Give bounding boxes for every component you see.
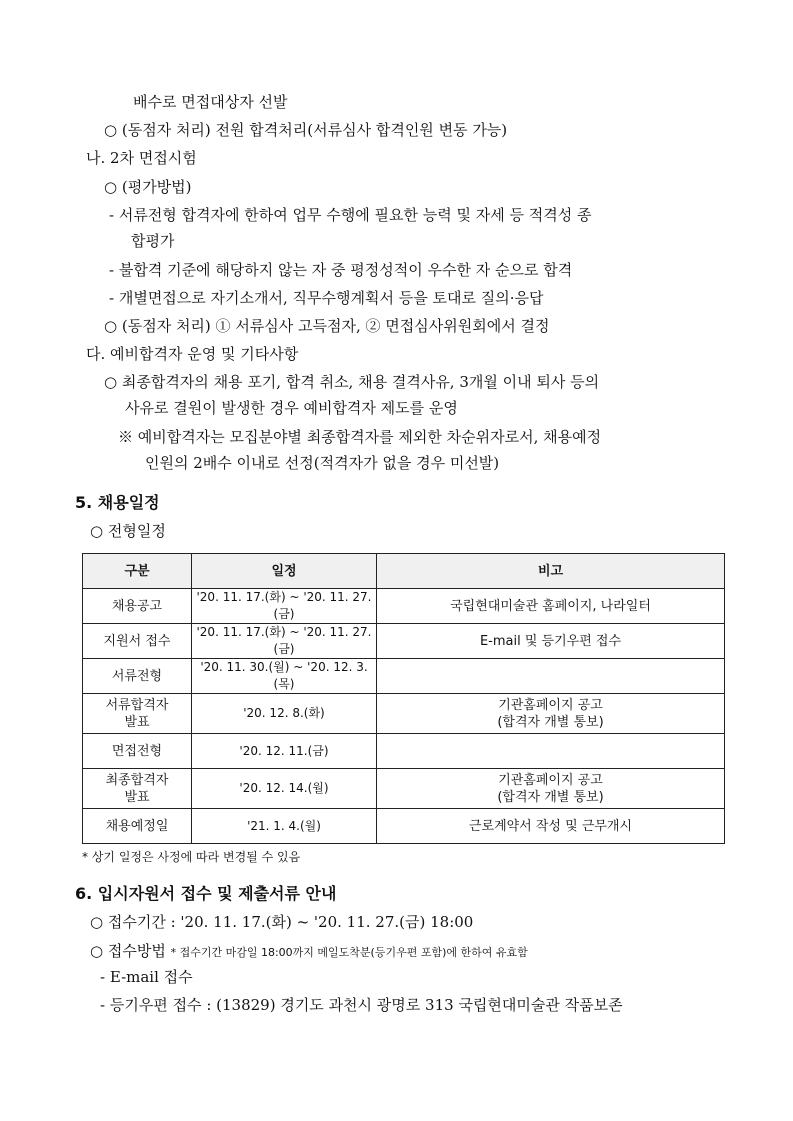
- body-line: - E-mail 접수: [100, 968, 193, 986]
- date-cell: '20. 11. 17.(화) ~ '20. 11. 27.(금): [192, 624, 377, 659]
- body-line: ○ (평가방법): [104, 178, 192, 196]
- header-cell: 구분: [83, 554, 192, 589]
- body-line: 사유로 결원이 발생한 경우 예비합격자 제도를 운영: [125, 399, 458, 417]
- note-line: 기관홈페이지 공고: [498, 697, 603, 713]
- body-line: ○ 최종합격자의 채용 포기, 합격 취소, 채용 결격사유, 3개월 이내 퇴사 등의: [104, 373, 600, 391]
- body-line: 인원의 2배수 이내로 선정(적격자가 없을 경우 미선발): [145, 454, 500, 472]
- stage-cell: [83, 769, 192, 809]
- body-line: - 개별면접으로 자기소개서, 직무수행계획서 등을 토대로 질의·응답: [109, 289, 544, 307]
- subsection-heading: 나. 2차 면접시험: [86, 149, 197, 167]
- note-cell: [377, 734, 725, 769]
- stage-label: 발표: [124, 714, 150, 730]
- header-cell: 일정: [192, 554, 377, 589]
- stage-cell: 지원서 접수: [83, 624, 192, 659]
- note-cell: [377, 769, 725, 809]
- subsection-heading: 다. 예비합격자 운영 및 기타사항: [86, 345, 299, 363]
- table-row: [83, 589, 725, 624]
- table-row: [83, 659, 725, 694]
- body-line: ○ (동점자 처리) ① 서류심사 고득점자, ② 면접심사위원회에서 결정: [104, 317, 550, 335]
- schedule-table: [82, 553, 725, 844]
- note-cell: 근로계약서 작성 및 근무개시: [377, 809, 725, 844]
- body-line: ※ 예비합격자는 모집분야별 최종합격자를 제외한 차순위자로서, 채용예정: [118, 428, 602, 446]
- method-note: * 접수기간 마감일 18:00까지 메일도착분(등기우편 포함)에 한하여 유효함: [170, 946, 528, 959]
- date-cell: '21. 1. 4.(월): [192, 809, 377, 844]
- stage-label: 발표: [124, 789, 150, 805]
- section-title: 5. 채용일정: [75, 493, 160, 512]
- note-line: (합격자 개별 통보): [497, 714, 604, 730]
- header-cell: 비고: [377, 554, 725, 589]
- stage-cell: 면접전형: [83, 734, 192, 769]
- date-cell: '20. 11. 30.(월) ~ '20. 12. 3.(목): [192, 659, 377, 694]
- table-row: [83, 734, 725, 769]
- body-line: - 서류전형 합격자에 한하여 업무 수행에 필요한 능력 및 자세 등 적격성 종: [109, 206, 592, 224]
- note-line: 기관홈페이지 공고: [498, 772, 603, 788]
- stage-label: 최종합격자: [105, 772, 169, 788]
- date-cell: '20. 12. 8.(화): [192, 694, 377, 734]
- body-line: ○ (동점자 처리) 전원 합격처리(서류심사 합격인원 변동 가능): [104, 121, 508, 139]
- stage-cell: [83, 694, 192, 734]
- body-line: 합평가: [131, 232, 175, 250]
- table-header-row: [83, 554, 725, 589]
- note-cell: E-mail 및 등기우편 접수: [377, 624, 725, 659]
- body-line: 배수로 면접대상자 선발: [133, 93, 288, 111]
- stage-cell: 채용예정일: [83, 809, 192, 844]
- table-row: [83, 694, 725, 734]
- date-cell: '20. 12. 14.(월): [192, 769, 377, 809]
- note-cell: [377, 694, 725, 734]
- table-row: [83, 624, 725, 659]
- date-cell: '20. 11. 17.(화) ~ '20. 11. 27.(금): [192, 589, 377, 624]
- body-line: - 불합격 기준에 해당하지 않는 자 중 평정성적이 우수한 자 순으로 합격: [109, 261, 573, 279]
- body-line: ○ 접수기간 : '20. 11. 17.(화) ~ '20. 11. 27.(금) 18:00: [90, 913, 474, 931]
- body-line: [90, 941, 528, 963]
- footnote: * 상기 일정은 사정에 따라 변경될 수 있음: [82, 850, 301, 864]
- method-label: ○ 접수방법: [90, 942, 166, 960]
- section-title: 6. 입시자원서 접수 및 제출서류 안내: [75, 884, 337, 903]
- section-subtitle: ○ 전형일정: [90, 522, 166, 540]
- note-line: (합격자 개별 통보): [497, 789, 604, 805]
- table-row: [83, 809, 725, 844]
- body-line: - 등기우편 접수 : (13829) 경기도 과천시 광명로 313 국립현대미술관 작품보존: [100, 996, 623, 1014]
- note-cell: [377, 659, 725, 694]
- table-row: [83, 769, 725, 809]
- stage-label: 서류합격자: [105, 697, 169, 713]
- date-cell: '20. 12. 11.(금): [192, 734, 377, 769]
- stage-cell: 채용공고: [83, 589, 192, 624]
- note-cell: 국립현대미술관 홈페이지, 나라일터: [377, 589, 725, 624]
- stage-cell: 서류전형: [83, 659, 192, 694]
